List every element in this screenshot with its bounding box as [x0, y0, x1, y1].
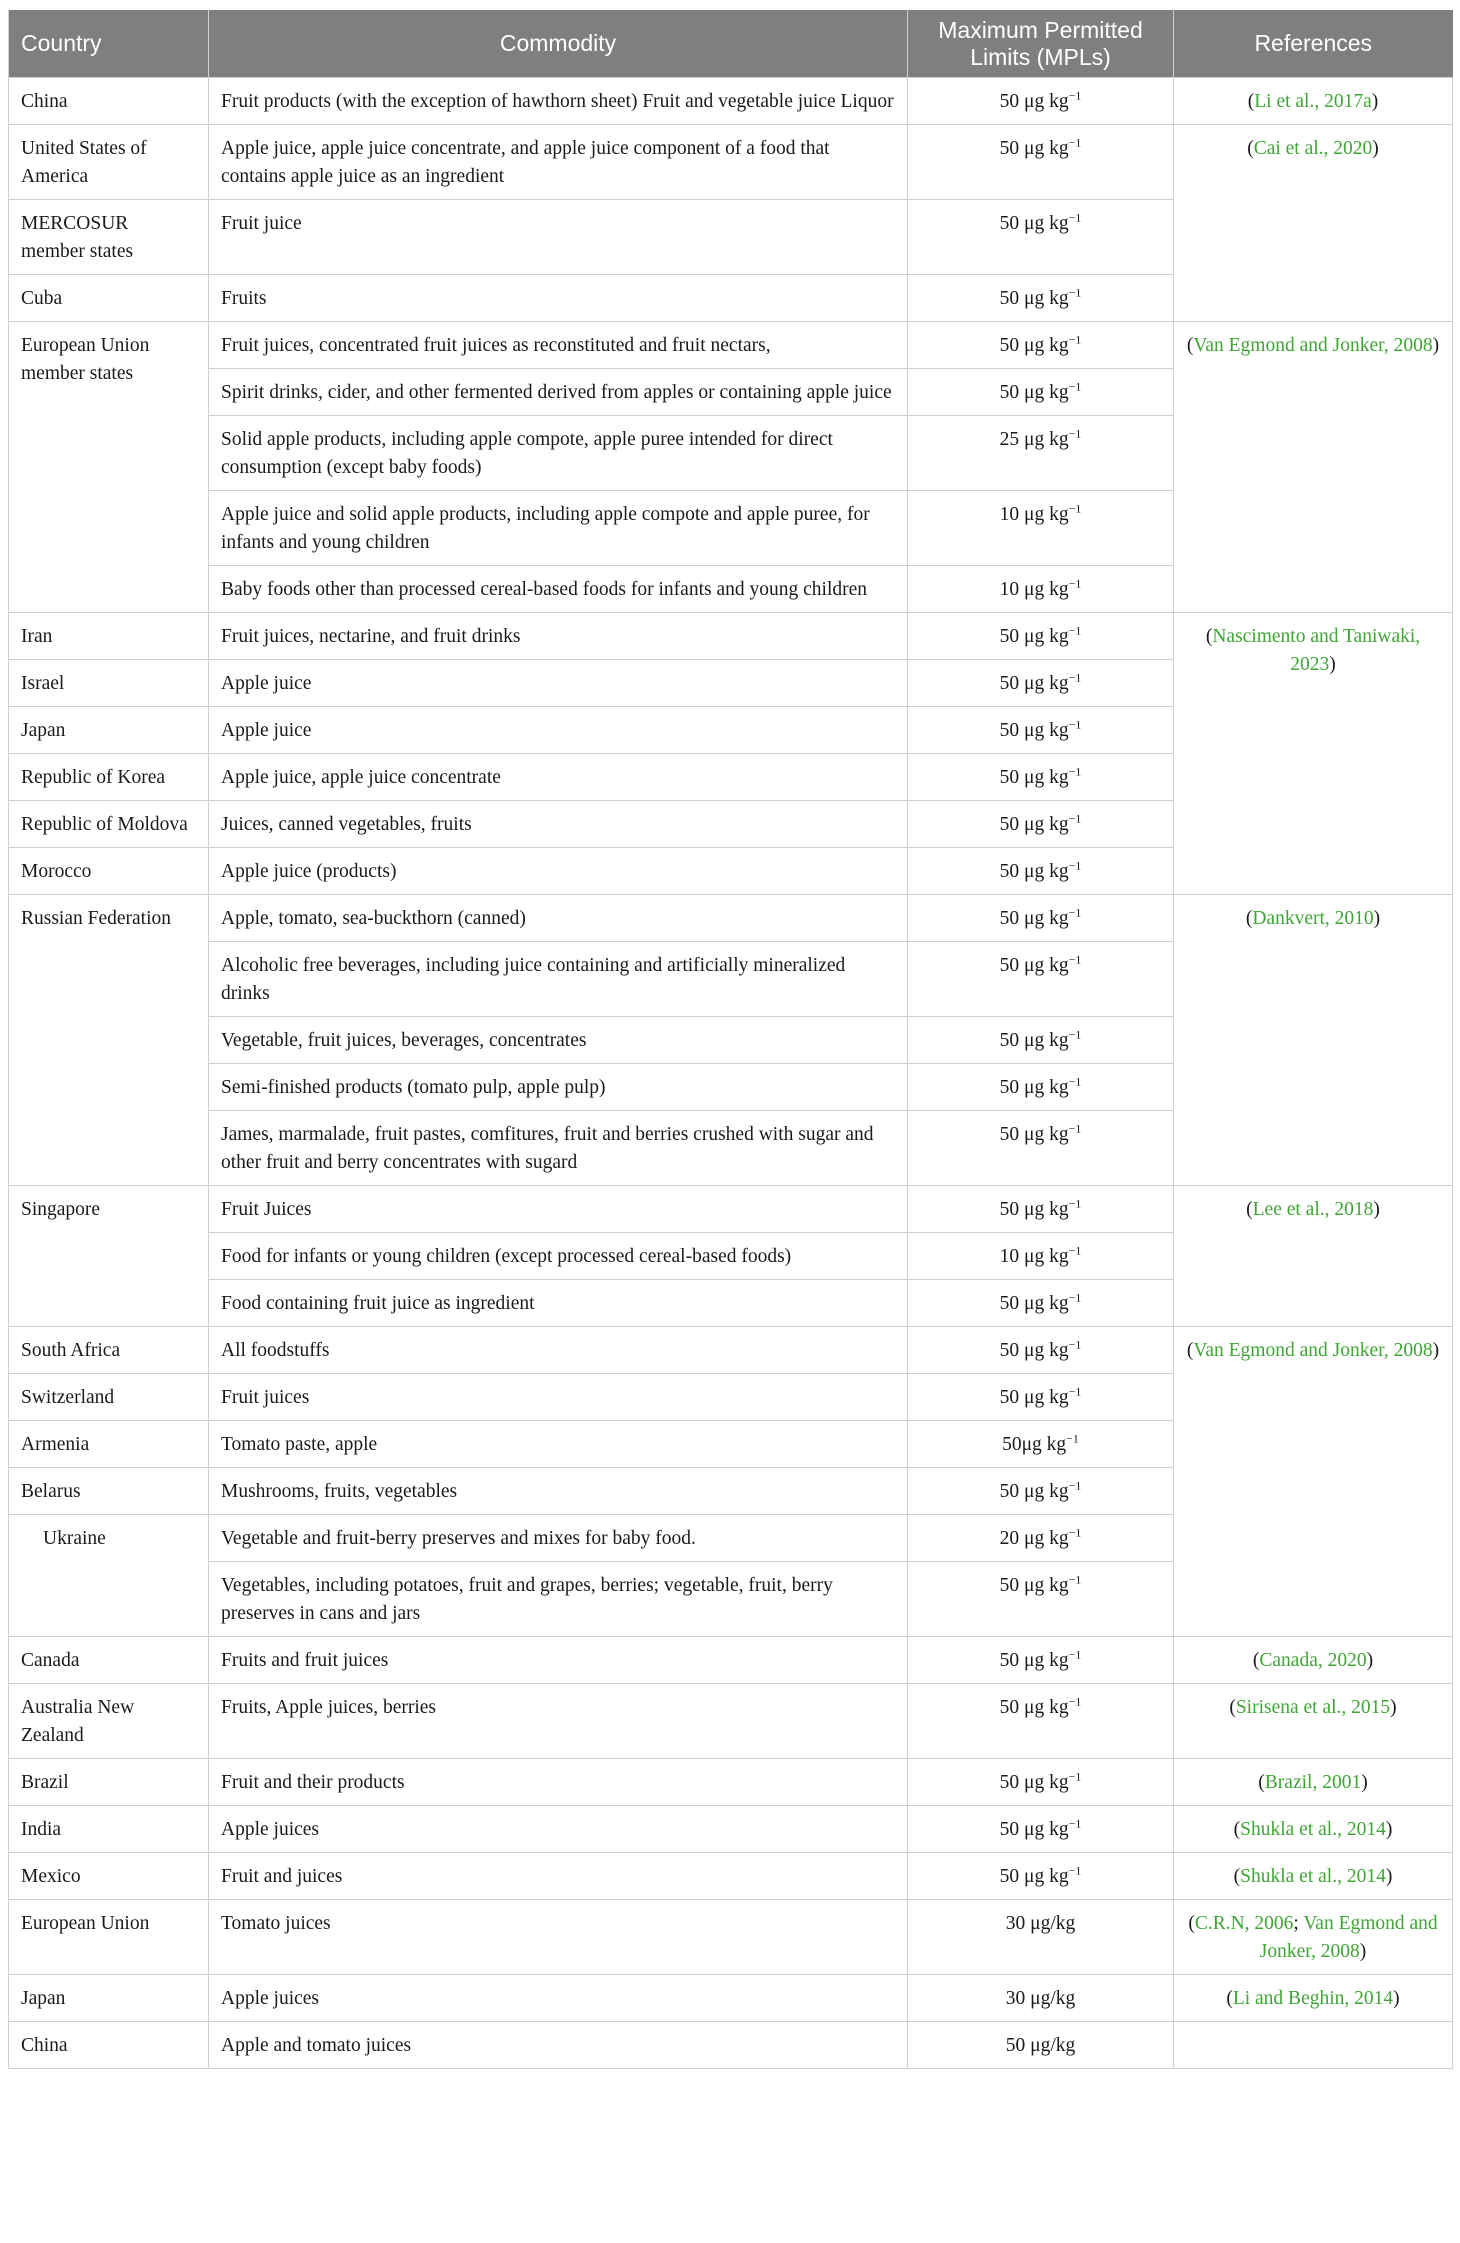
- mpl-value: 50 μg kg: [999, 1199, 1069, 1220]
- mpl-value: 50 μg kg: [999, 814, 1069, 835]
- cell-commodity: Fruit juices, nectarine, and fruit drinks: [209, 613, 908, 660]
- cell-mpl: [908, 2022, 1174, 2069]
- ref-separator: ;: [1293, 1913, 1304, 1934]
- cell-country: Republic of Moldova: [9, 801, 209, 848]
- mpl-exponent: −1: [1068, 426, 1082, 441]
- cell-country: Australia New Zealand: [9, 1684, 209, 1759]
- paren-open: (: [1252, 1650, 1260, 1671]
- cell-reference: [1174, 2022, 1453, 2069]
- cell-commodity: Fruit juices, concentrated fruit juices as reconstituted and fruit nectars,: [209, 322, 908, 369]
- paren-close: ): [1373, 908, 1381, 929]
- cell-commodity: Apple juice: [209, 707, 908, 754]
- cell-country: Israel: [9, 660, 209, 707]
- paren-open: (: [1188, 1913, 1195, 1934]
- cell-mpl: [908, 1233, 1174, 1280]
- cell-country: European Union member states: [9, 322, 209, 613]
- reference-link[interactable]: Canada, 2020: [1259, 1650, 1367, 1671]
- mpl-exponent: −1: [1068, 1074, 1082, 1089]
- cell-mpl: [908, 1562, 1174, 1637]
- mpl-value: 50 μg kg: [999, 1697, 1069, 1718]
- table-row: [9, 1975, 1453, 2022]
- reference-link[interactable]: Lee et al., 2018: [1252, 1199, 1374, 1220]
- cell-mpl: [908, 1806, 1174, 1853]
- cell-commodity: Apple, tomato, sea-buckthorn (canned): [209, 895, 908, 942]
- paren-close: ): [1432, 335, 1440, 356]
- mpl-exponent: −1: [1068, 764, 1082, 779]
- mpl-value: 50 μg kg: [999, 1772, 1069, 1793]
- cell-mpl: [908, 78, 1174, 125]
- paren-open: (: [1233, 1866, 1241, 1887]
- cell-commodity: Food containing fruit juice as ingredient: [209, 1280, 908, 1327]
- cell-country: China: [9, 2022, 209, 2069]
- table-body: [9, 78, 1453, 2069]
- mpl-exponent: −1: [1068, 1243, 1082, 1258]
- cell-commodity: Fruit juices: [209, 1374, 908, 1421]
- mpl-exponent: −1: [1068, 1337, 1082, 1352]
- cell-commodity: Fruits, Apple juices, berries: [209, 1684, 908, 1759]
- cell-mpl: [908, 754, 1174, 801]
- cell-mpl: [908, 660, 1174, 707]
- table-row: [9, 1900, 1453, 1975]
- cell-commodity: All foodstuffs: [209, 1327, 908, 1374]
- mpl-value: 50 μg kg: [999, 767, 1069, 788]
- mpl-exponent: −1: [1068, 1027, 1082, 1042]
- mpl-exponent: −1: [1068, 332, 1082, 347]
- mpl-exponent: −1: [1068, 1769, 1082, 1784]
- cell-commodity: Mushrooms, fruits, vegetables: [209, 1468, 908, 1515]
- cell-country: Cuba: [9, 275, 209, 322]
- paren-open: (: [1233, 1819, 1241, 1840]
- mpl-value: 50 μg kg: [999, 138, 1069, 159]
- cell-reference: [1174, 613, 1453, 895]
- cell-mpl: [908, 1853, 1174, 1900]
- paren-open: (: [1186, 1340, 1194, 1361]
- cell-commodity: Fruits and fruit juices: [209, 1637, 908, 1684]
- cell-commodity: Food for infants or young children (except processed cereal-based foods): [209, 1233, 908, 1280]
- cell-commodity: Apple juice, apple juice concentrate: [209, 754, 908, 801]
- header-commodity: Commodity: [209, 10, 908, 78]
- cell-mpl: [908, 566, 1174, 613]
- mpl-value: 50 μg kg: [999, 1077, 1069, 1098]
- cell-country: Morocco: [9, 848, 209, 895]
- paren-open: (: [1258, 1772, 1265, 1793]
- mpl-exponent: −1: [1068, 1572, 1082, 1587]
- header-row: [9, 10, 1453, 78]
- mpl-value: 50 μg kg: [999, 626, 1069, 647]
- paren-close: ): [1371, 91, 1379, 112]
- paren-open: (: [1205, 626, 1213, 647]
- cell-country: Ukraine: [9, 1515, 209, 1637]
- cell-mpl: [908, 322, 1174, 369]
- cell-commodity: Spirit drinks, cider, and other fermented derived from apples or containing apple juice: [209, 369, 908, 416]
- paren-close: ): [1361, 1772, 1368, 1793]
- header-references: References: [1174, 10, 1453, 78]
- cell-country: United States of America: [9, 125, 209, 200]
- paren-open: (: [1246, 1199, 1253, 1220]
- cell-mpl: [908, 707, 1174, 754]
- cell-commodity: Tomato paste, apple: [209, 1421, 908, 1468]
- reference-link[interactable]: Li et al., 2017a: [1254, 91, 1372, 112]
- cell-mpl: [908, 1468, 1174, 1515]
- paren-close: ): [1366, 1650, 1374, 1671]
- cell-country: South Africa: [9, 1327, 209, 1374]
- reference-link[interactable]: Van Egmond and Jonker, 2008: [1193, 335, 1433, 356]
- cell-country: Mexico: [9, 1853, 209, 1900]
- table-row: [9, 1684, 1453, 1759]
- paren-close: ): [1385, 1819, 1393, 1840]
- mpl-value: 50 μg kg: [999, 1124, 1069, 1145]
- reference-link[interactable]: Dankvert, 2010: [1252, 908, 1374, 929]
- cell-mpl: [908, 1186, 1174, 1233]
- cell-commodity: James, marmalade, fruit pastes, comfitures, fruit and berries crushed with sugar and other fruit and berry concentrates with sugard: [209, 1111, 908, 1186]
- cell-commodity: Fruit juice: [209, 200, 908, 275]
- cell-mpl: [908, 1684, 1174, 1759]
- mpl-value: 50 μg kg: [999, 1387, 1069, 1408]
- mpl-exponent: −1: [1068, 379, 1082, 394]
- cell-country: India: [9, 1806, 209, 1853]
- table-row: [9, 322, 1453, 369]
- paren-open: (: [1247, 91, 1255, 112]
- table-row: [9, 1759, 1453, 1806]
- cell-reference: [1174, 125, 1453, 322]
- cell-commodity: Apple juice (products): [209, 848, 908, 895]
- paren-close: ): [1385, 1866, 1393, 1887]
- paren-close: ): [1393, 1988, 1400, 2009]
- cell-country: Belarus: [9, 1468, 209, 1515]
- mpl-exponent: −1: [1068, 1384, 1082, 1399]
- mpl-value: 10 μg kg: [999, 579, 1069, 600]
- cell-commodity: Vegetable, fruit juices, beverages, concentrates: [209, 1017, 908, 1064]
- cell-country: Japan: [9, 707, 209, 754]
- cell-commodity: Tomato juices: [209, 1900, 908, 1975]
- table-row: [9, 125, 1453, 200]
- cell-mpl: [908, 200, 1174, 275]
- table-row: [9, 613, 1453, 660]
- cell-mpl: [908, 369, 1174, 416]
- paren-open: (: [1226, 1988, 1233, 2009]
- cell-reference: [1174, 1853, 1453, 1900]
- cell-country: Republic of Korea: [9, 754, 209, 801]
- paren-open: (: [1186, 335, 1194, 356]
- cell-reference: [1174, 1759, 1453, 1806]
- cell-mpl: [908, 613, 1174, 660]
- mpl-value: 25 μg kg: [999, 429, 1069, 450]
- cell-country: Japan: [9, 1975, 209, 2022]
- paren-open: (: [1245, 908, 1253, 929]
- mpl-exponent: −1: [1068, 1525, 1082, 1540]
- table-row: [9, 1806, 1453, 1853]
- cell-commodity: Fruits: [209, 275, 908, 322]
- cell-commodity: Fruit products (with the exception of hawthorn sheet) Fruit and vegetable juice Liquor: [209, 78, 908, 125]
- mpl-value: 30 μg/kg: [1005, 1913, 1076, 1934]
- mpl-exponent: −1: [1068, 135, 1082, 150]
- table-row: [9, 1327, 1453, 1374]
- mpl-value: 50 μg kg: [999, 861, 1069, 882]
- paren-open: (: [1247, 138, 1254, 159]
- cell-mpl: [908, 1374, 1174, 1421]
- cell-country: Switzerland: [9, 1374, 209, 1421]
- mpl-exponent: −1: [1068, 1816, 1082, 1831]
- paren-open: (: [1229, 1697, 1236, 1718]
- mpl-value: 50 μg kg: [999, 908, 1069, 929]
- cell-mpl: [908, 1421, 1174, 1468]
- cell-mpl: [908, 801, 1174, 848]
- cell-mpl: [908, 125, 1174, 200]
- cell-reference: [1174, 78, 1453, 125]
- cell-commodity: Apple and tomato juices: [209, 2022, 908, 2069]
- cell-country: Canada: [9, 1637, 209, 1684]
- header-country: Country: [9, 10, 209, 78]
- cell-commodity: Apple juice and solid apple products, including apple compote and apple puree, for infants and young children: [209, 491, 908, 566]
- cell-mpl: [908, 1280, 1174, 1327]
- mpl-exponent: −1: [1068, 717, 1082, 732]
- cell-commodity: Fruit and their products: [209, 1759, 908, 1806]
- reference-link[interactable]: Shukla et al., 2014: [1240, 1819, 1386, 1840]
- cell-mpl: [908, 1637, 1174, 1684]
- table-row: [9, 1637, 1453, 1684]
- cell-mpl: [908, 1017, 1174, 1064]
- reference-link[interactable]: Li and Beghin, 2014: [1232, 1988, 1394, 2009]
- paren-close: ): [1390, 1697, 1397, 1718]
- cell-reference: [1174, 1327, 1453, 1637]
- cell-commodity: Vegetable and fruit-berry preserves and mixes for baby food.: [209, 1515, 908, 1562]
- mpl-table: [8, 10, 1453, 2069]
- mpl-exponent: −1: [1068, 1863, 1082, 1878]
- mpl-exponent: −1: [1068, 670, 1082, 685]
- cell-commodity: Alcoholic free beverages, including juice containing and artificially mineralized drinks: [209, 942, 908, 1017]
- mpl-value: 50 μg kg: [999, 720, 1069, 741]
- mpl-exponent: −1: [1068, 88, 1082, 103]
- mpl-exponent: −1: [1068, 1121, 1082, 1136]
- cell-reference: [1174, 1684, 1453, 1759]
- cell-mpl: [908, 1975, 1174, 2022]
- reference-link[interactable]: Cai et al., 2020: [1253, 138, 1373, 159]
- mpl-exponent: −1: [1068, 905, 1082, 920]
- mpl-value: 50 μg kg: [999, 1481, 1069, 1502]
- mpl-value: 50 μg kg: [999, 382, 1069, 403]
- mpl-exponent: −1: [1068, 623, 1082, 638]
- reference-link[interactable]: Shukla et al., 2014: [1240, 1866, 1386, 1887]
- cell-country: Singapore: [9, 1186, 209, 1327]
- reference-link[interactable]: Van Egmond and Jonker, 2008: [1259, 1913, 1438, 1962]
- cell-reference: [1174, 1806, 1453, 1853]
- table-row: [9, 895, 1453, 942]
- cell-mpl: [908, 1327, 1174, 1374]
- mpl-value: 50 μg kg: [999, 335, 1069, 356]
- mpl-exponent: −1: [1068, 952, 1082, 967]
- reference-link[interactable]: Nascimento and Taniwaki, 2023: [1212, 626, 1421, 675]
- mpl-value: 20 μg kg: [999, 1528, 1069, 1549]
- cell-reference: [1174, 1637, 1453, 1684]
- cell-country: Russian Federation: [9, 895, 209, 1186]
- mpl-value: 10 μg kg: [999, 504, 1069, 525]
- paren-close: ): [1373, 1199, 1380, 1220]
- cell-reference: [1174, 1900, 1453, 1975]
- header-mpl: Maximum Permitted Limits (MPLs): [908, 10, 1174, 78]
- cell-commodity: Baby foods other than processed cereal-based foods for infants and young children: [209, 566, 908, 613]
- cell-commodity: Apple juice, apple juice concentrate, and apple juice component of a food that contains apple juice as an ingredient: [209, 125, 908, 200]
- cell-reference: [1174, 1186, 1453, 1327]
- cell-commodity: Vegetables, including potatoes, fruit and grapes, berries; vegetable, fruit, berry preserves in cans and jars: [209, 1562, 908, 1637]
- cell-mpl: [908, 1064, 1174, 1111]
- mpl-exponent: −1: [1068, 576, 1082, 591]
- mpl-value: 50 μg kg: [999, 1030, 1069, 1051]
- paren-close: ): [1432, 1340, 1440, 1361]
- cell-reference: [1174, 322, 1453, 613]
- cell-commodity: Apple juice: [209, 660, 908, 707]
- mpl-value: 50 μg/kg: [1005, 2035, 1076, 2056]
- mpl-exponent: −1: [1068, 811, 1082, 826]
- cell-mpl: [908, 275, 1174, 322]
- cell-mpl: [908, 1515, 1174, 1562]
- cell-country: Brazil: [9, 1759, 209, 1806]
- table-row: [9, 1853, 1453, 1900]
- mpl-value: 50 μg kg: [999, 1650, 1069, 1671]
- mpl-value: 50 μg kg: [999, 673, 1069, 694]
- mpl-value: 50 μg kg: [999, 91, 1069, 112]
- table-row: [9, 78, 1453, 125]
- mpl-value: 10 μg kg: [999, 1246, 1069, 1267]
- cell-mpl: [908, 1111, 1174, 1186]
- cell-country: Armenia: [9, 1421, 209, 1468]
- cell-commodity: Solid apple products, including apple compote, apple puree intended for direct consumption (except baby foods): [209, 416, 908, 491]
- mpl-value: 30 μg/kg: [1005, 1988, 1076, 2009]
- cell-commodity: Fruit and juices: [209, 1853, 908, 1900]
- cell-commodity: Juices, canned vegetables, fruits: [209, 801, 908, 848]
- cell-country: European Union: [9, 1900, 209, 1975]
- cell-mpl: [908, 848, 1174, 895]
- mpl-exponent: −1: [1068, 210, 1082, 225]
- mpl-value: 50 μg kg: [999, 955, 1069, 976]
- cell-mpl: [908, 491, 1174, 566]
- mpl-exponent: −1: [1068, 858, 1082, 873]
- paren-close: ): [1359, 1941, 1367, 1962]
- mpl-value: 50 μg kg: [999, 288, 1069, 309]
- cell-mpl: [908, 942, 1174, 1017]
- reference-link[interactable]: Brazil, 2001: [1264, 1772, 1362, 1793]
- mpl-exponent: −1: [1068, 501, 1082, 516]
- mpl-exponent: −1: [1068, 1290, 1082, 1305]
- mpl-value: 50 μg kg: [999, 1575, 1069, 1596]
- cell-commodity: Semi-finished products (tomato pulp, apple pulp): [209, 1064, 908, 1111]
- cell-reference: [1174, 1975, 1453, 2022]
- table-row: [9, 1186, 1453, 1233]
- cell-commodity: Apple juices: [209, 1975, 908, 2022]
- cell-mpl: [908, 1900, 1174, 1975]
- mpl-exponent: −1: [1068, 1196, 1082, 1211]
- cell-country: China: [9, 78, 209, 125]
- mpl-exponent: −1: [1068, 1478, 1082, 1493]
- paren-close: ): [1329, 654, 1336, 675]
- cell-reference: [1174, 895, 1453, 1186]
- cell-commodity: Fruit Juices: [209, 1186, 908, 1233]
- cell-commodity: Apple juices: [209, 1806, 908, 1853]
- cell-country: Iran: [9, 613, 209, 660]
- mpl-value: 50 μg kg: [999, 1819, 1069, 1840]
- mpl-value: 50 μg kg: [999, 1866, 1069, 1887]
- reference-link[interactable]: C.R.N, 2006: [1194, 1913, 1294, 1934]
- mpl-exponent: −1: [1066, 1431, 1079, 1446]
- mpl-value: 50 μg kg: [999, 1293, 1069, 1314]
- mpl-value: 50μg kg: [1002, 1434, 1067, 1455]
- mpl-exponent: −1: [1068, 285, 1082, 300]
- cell-country: MERCOSUR member states: [9, 200, 209, 275]
- mpl-exponent: −1: [1068, 1694, 1082, 1709]
- cell-mpl: [908, 416, 1174, 491]
- table-row: [9, 2022, 1453, 2069]
- mpl-value: 50 μg kg: [999, 1340, 1069, 1361]
- mpl-exponent: −1: [1068, 1647, 1082, 1662]
- reference-link[interactable]: Sirisena et al., 2015: [1235, 1697, 1391, 1718]
- cell-mpl: [908, 1759, 1174, 1806]
- paren-close: ): [1372, 138, 1379, 159]
- mpl-value: 50 μg kg: [999, 213, 1069, 234]
- cell-mpl: [908, 895, 1174, 942]
- reference-link[interactable]: Van Egmond and Jonker, 2008: [1193, 1340, 1433, 1361]
